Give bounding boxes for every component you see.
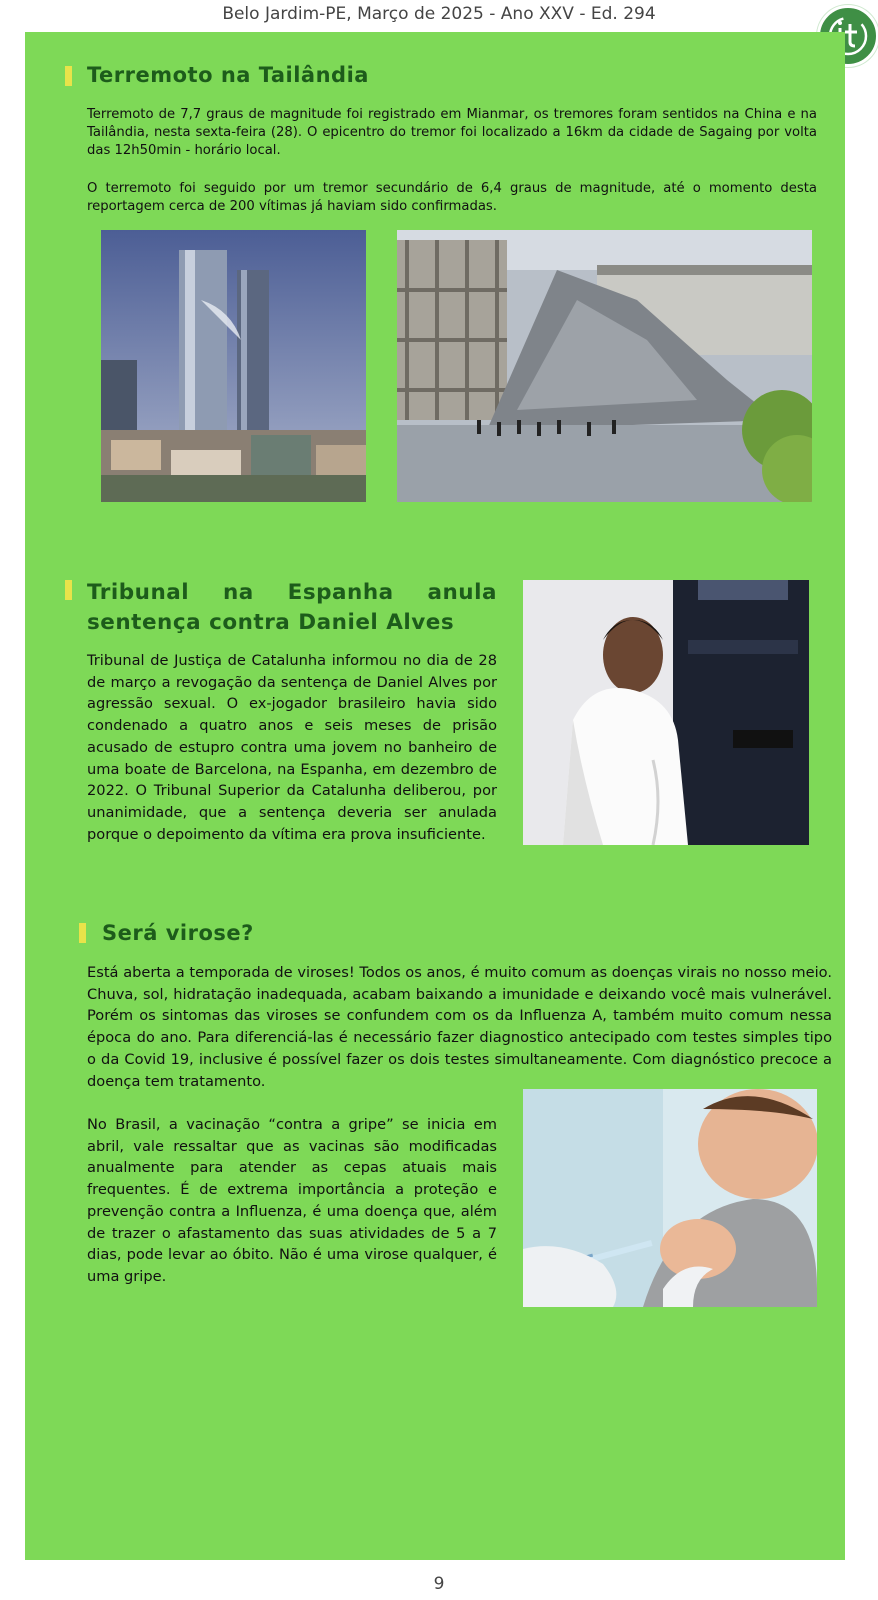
page-number: 9 [433,1574,445,1594]
article-title-virose: Será virose? [102,921,254,945]
section-marker [65,66,72,86]
daniel-alves-courtroom-photo [523,580,809,845]
section-marker [65,580,72,600]
article-title-earthquake: Terremoto na Tailândia [87,63,369,87]
article-paragraph: O terremoto foi seguido por um tremor secundário de 6,4 graus de magnitude, até o momento desta reportagem cerca de 200 vítimas já haviam sido confirmadas. [87,181,817,214]
article-paragraph: Terremoto de 7,7 graus de magnitude foi registrado em Mianmar, os tremores foram sentidos na China e na Tailândia, nesta sexta-feira (28). O epicentro do tremor foi localizado a 16km da cidade de Sagaing por volta das 12h50min - horário local. [87,107,817,158]
skyscrapers-photo [101,230,366,502]
article-title-tribunal: Tribunal na Espanha anula sentença contra Daniel Alves [87,580,497,635]
section-marker [79,923,86,943]
article-paragraph: Está aberta a temporada de viroses! Todos os anos, é muito comum as doenças virais no nosso meio. Chuva, sol, hidratação inadequada, acabam baixando a imunidade e deixando você mais vulnerável. Porém os sintomas das viroses se confundem com os da Influenza A, também muito comum nessa época do ano. Para diferenciá-las é necessário fazer diagnostico antecipado com testes simples tipo o da Covid 19, inclusive é possível fazer os dois testes simultaneamente. Com diagnóstico precoce a doença tem tratamento. [87,964,832,1090]
baby-vaccination-photo [523,1089,817,1307]
collapsed-building-photo [397,230,812,502]
article-paragraph: No Brasil, a vacinação “contra a gripe” se inicia em abril, vale ressaltar que as vacinas são modificadas anualmente para atender as cepas atuais mais frequentes. É de extrema importância a proteção e prevenção contra a Influenza, é uma doença que, além de trazer o afastamento das suas atividades de 5 a 7 dias, pode levar ao óbito. Não é uma virose qualquer, é uma gripe. [87,1116,497,1285]
article-paragraph: Tribunal de Justiça de Catalunha informou no dia de 28 de março a revogação da sentença de Daniel Alves por agressão sexual. O ex-jogador brasileiro havia sido condenado a quatro anos e seis meses de prisão acusado de estupro contra uma jovem no banheiro de uma boate de Barcelona, na Espanha, em dezembro de 2022. O Tribunal Superior da Catalunha deliberou, por unanimidade, que a sentença deveria ser anulada porque o depoimento da vítima era prova insuficiente. [87,652,497,843]
edition-header: Belo Jardim-PE, Março de 2025 - Ano XXV - Ed. 294 [222,4,656,24]
